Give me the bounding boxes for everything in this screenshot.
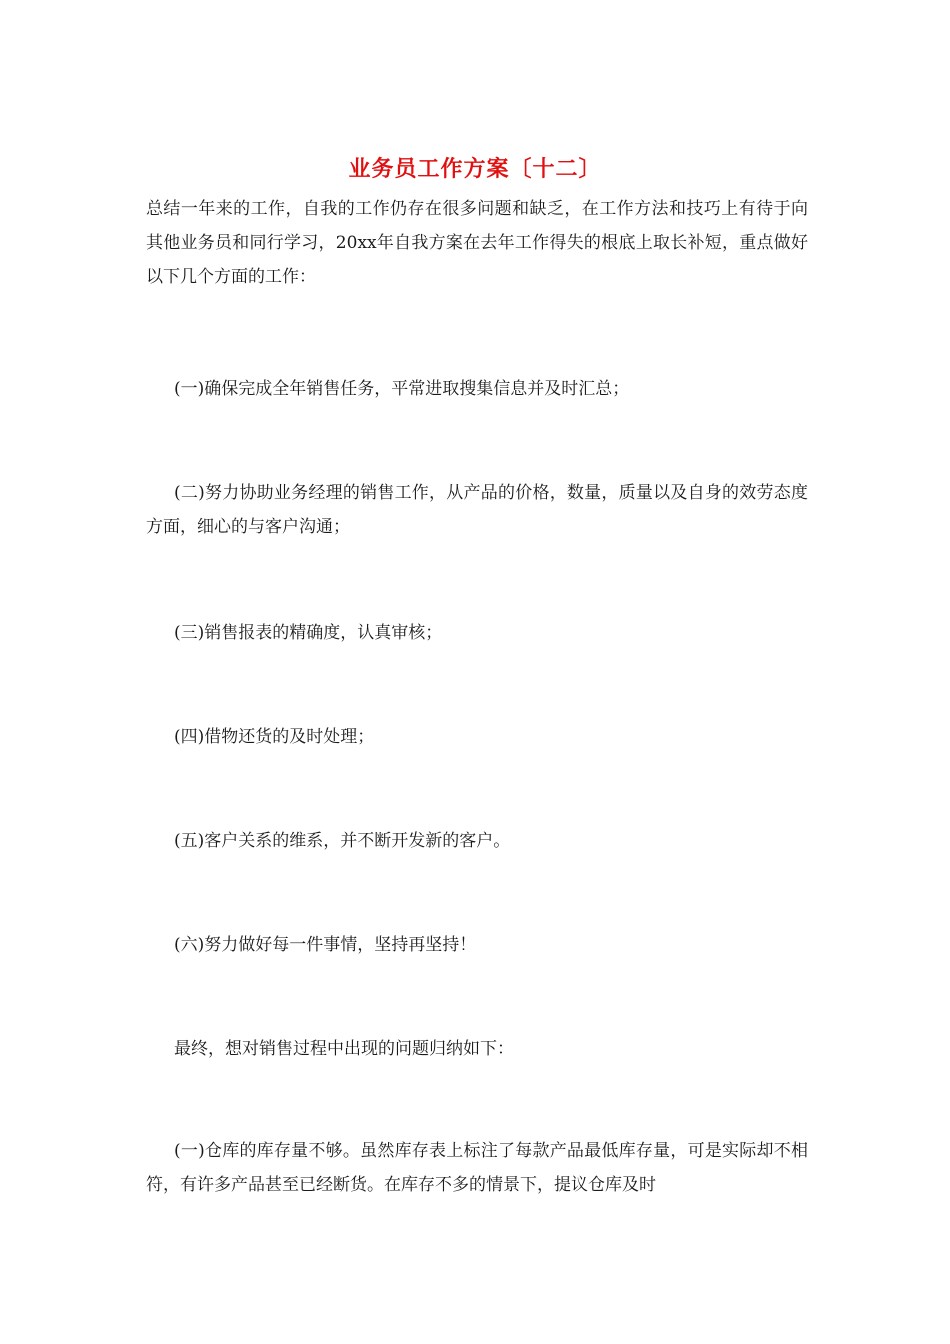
- list-item-1: (一)确保完成全年销售任务，平常进取搜集信息并及时汇总；: [174, 379, 630, 399]
- problem-item-1: (一)仓库的库存量不够。虽然库存表上标注了每款产品最低库存量，可是实际却不相符，有许多产品甚至已经断货。在库存不多的情景下，提议仓库及时: [146, 1141, 808, 1195]
- list-item-2: (二)努力协助业务经理的销售工作，从产品的价格，数量，质量以及自身的效劳态度方面，细心的与客户沟通；: [146, 483, 808, 537]
- list-item-4: (四)借物还货的及时处理；: [174, 727, 375, 747]
- summary-paragraph: 最终，想对销售过程中出现的问题归纳如下：: [174, 1039, 514, 1059]
- document-title: 业务员工作方案〔十二〕: [348, 157, 602, 182]
- list-item-6: (六)努力做好每一件事情，坚持再坚持！: [174, 935, 477, 955]
- intro-paragraph: 总结一年来的工作，自我的工作仍存在很多问题和缺乏，在工作方法和技巧上有待于向其他业务员和同行学习，20xx年自我方案在去年工作得失的根底上取长补短，重点做好以下几个方面的工作：: [146, 199, 808, 287]
- list-item-3: (三)销售报表的精确度，认真审核；: [174, 623, 443, 643]
- list-item-5: (五)客户关系的维系，并不断开发新的客户。: [174, 831, 511, 851]
